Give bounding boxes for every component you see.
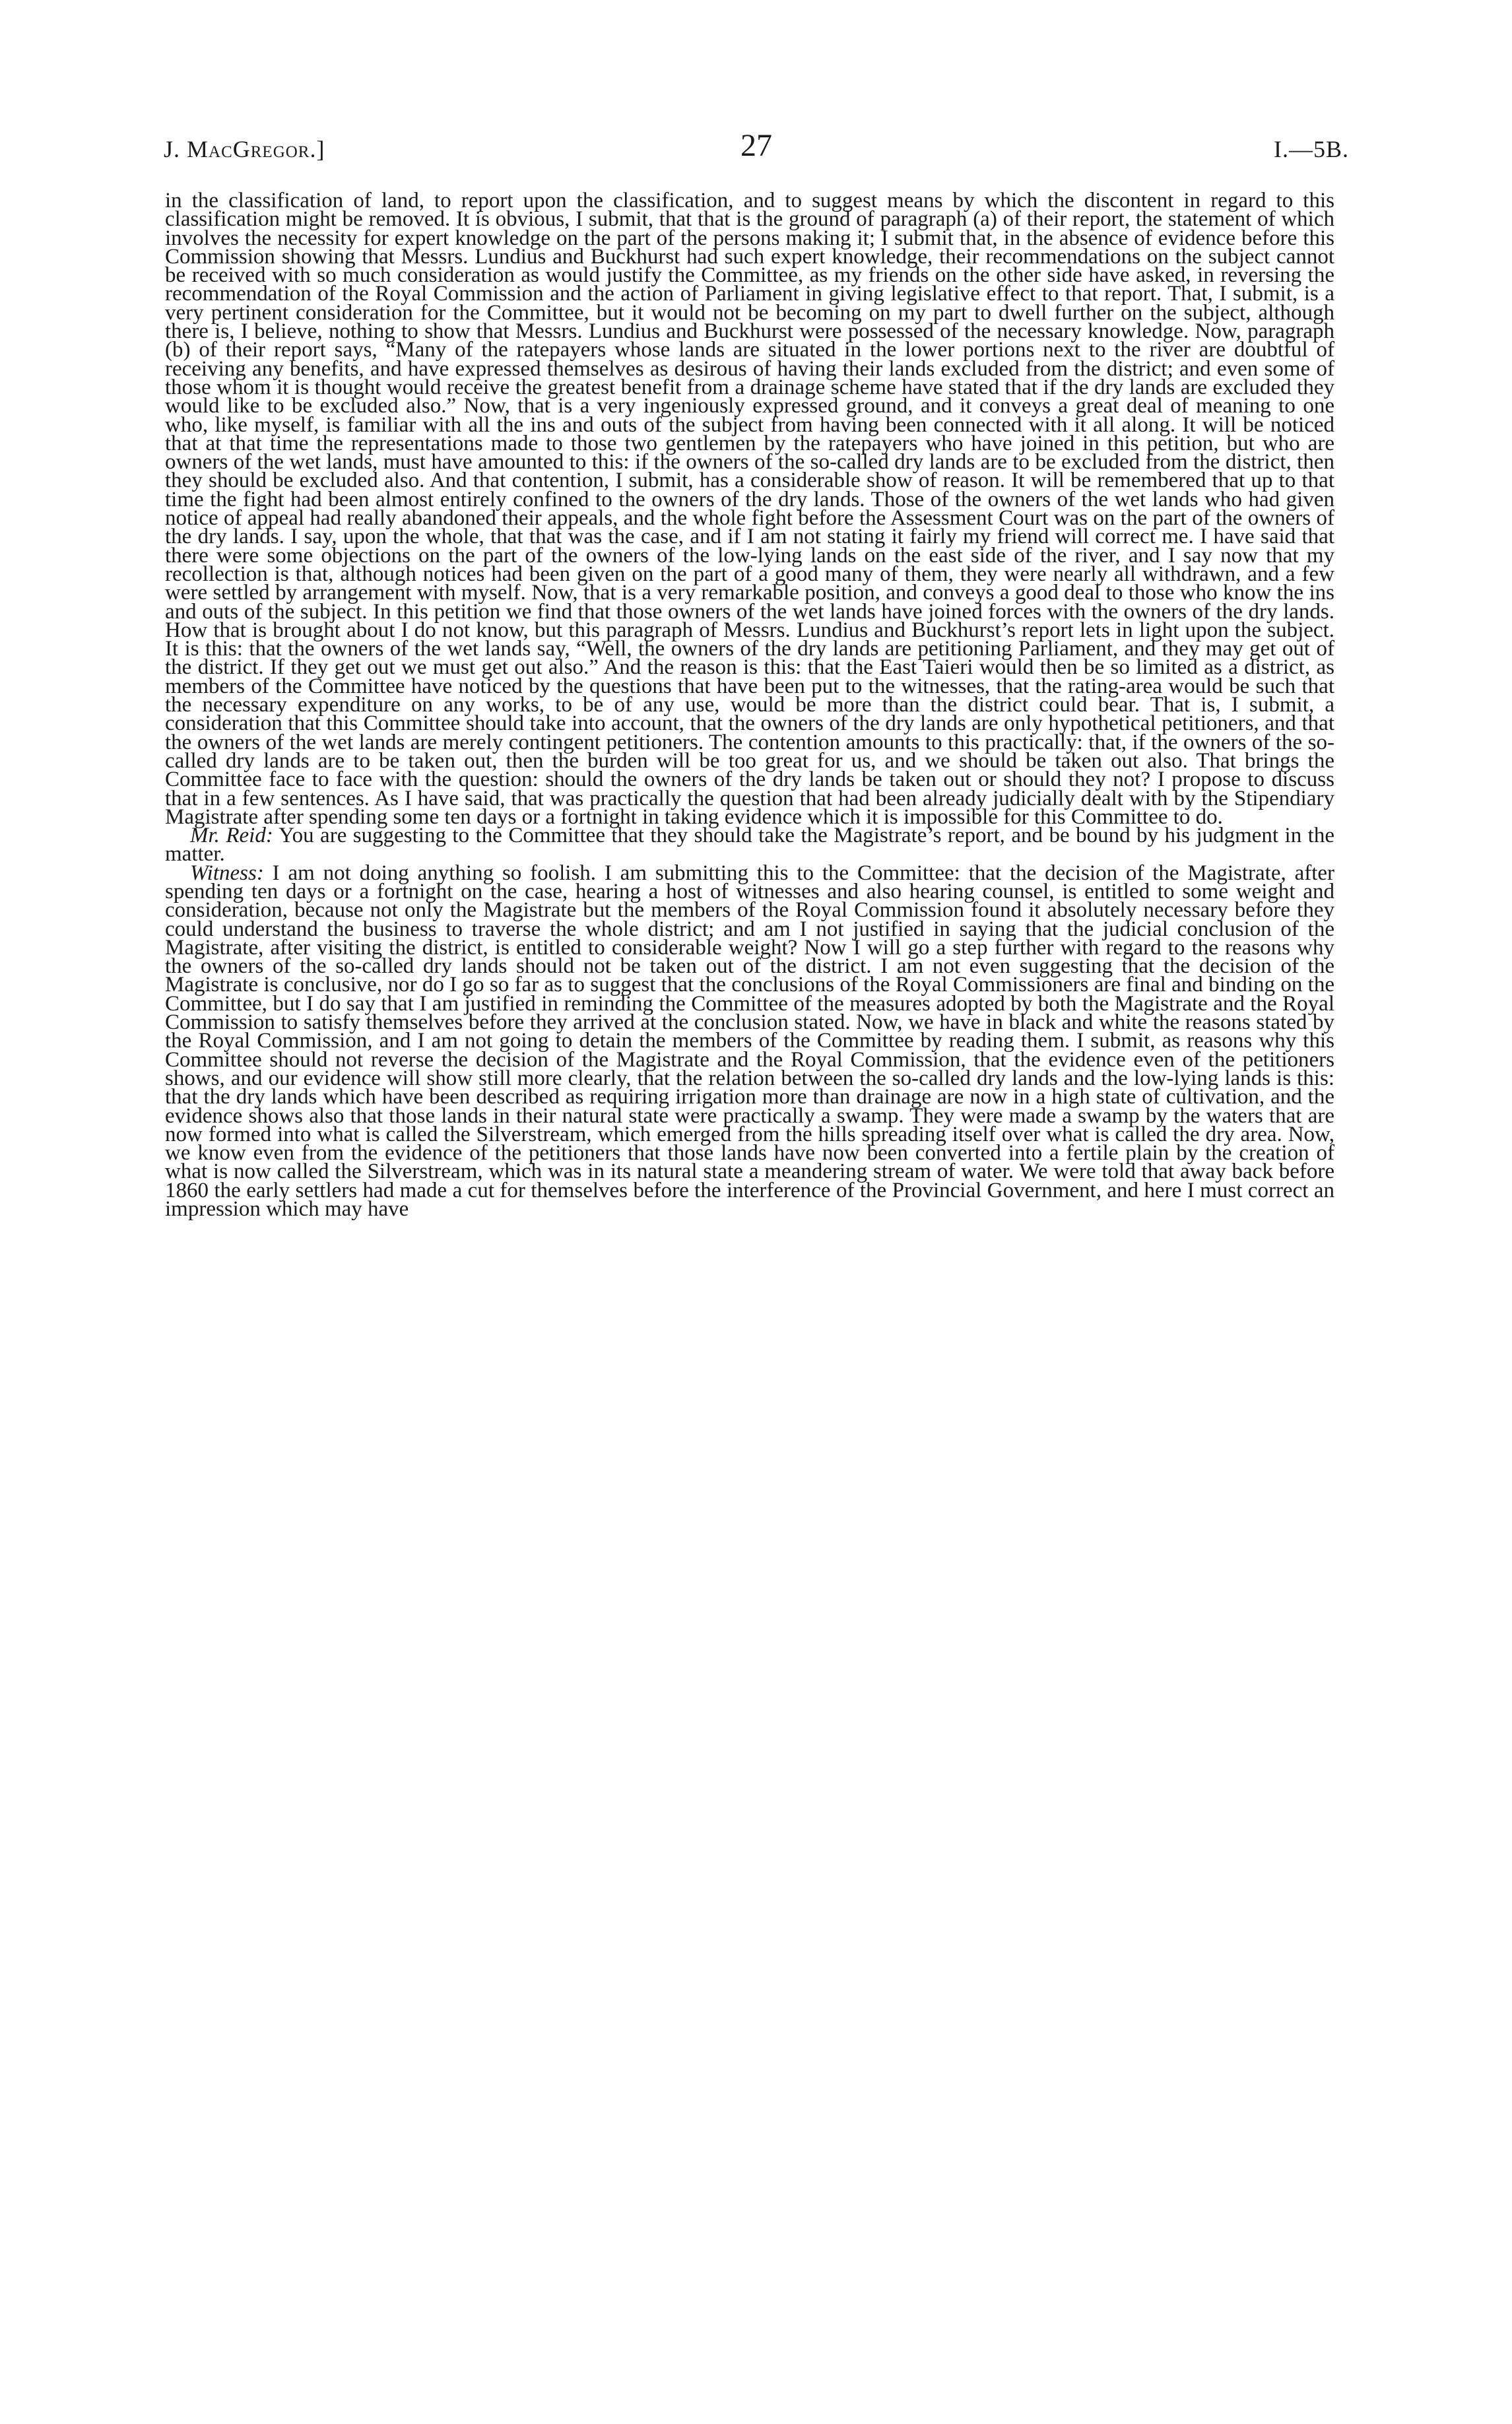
body-text xyxy=(165,189,1335,1222)
paragraph-text: in the classification of land, to report upon the classification, and to suggest means by which the discontent in regard to this classification might be removed. It is obvious, I submit, that that is the ground of paragraph (a) of their report, the statement of which involves the necessity for expert knowledge on the part of the persons making it; I submit that, in the absence of evidence before this Commission showing that Messrs. Lundius and Buckhurst had such expert knowledge, their recommendations on the subject cannot be received with so much consideration as would justify the Committee, as my friends on the other side have asked, in reversing the recommendation of the Royal Commission and the action of Parliament in giving legislative effect to that report. That, I submit, is a very pertinent consideration for the Committee, but it would not be becoming on my part to dwell further on the subject, although there is, I believe, nothing to show that Messrs. Lundius and Buckhurst were possessed of the necessary knowledge. Now, paragraph (b) of their report says, “Many of the ratepayers whose lands are situated in the lower portions next to the river are doubtful of receiving any benefits, and have expressed themselves as desirous of having their lands excluded from the district; and even some of those whom it is thought would receive the greatest benefit from a drainage scheme have stated that if the dry lands are excluded they would like to be excluded also.” Now, that is a very ingeniously expressed ground, and it conveys a great deal of meaning to one who, like myself, is familiar with all the ins and outs of the subject from having been connected with it all along. It will be noticed that at that time the representations made to those two gentlemen by the ratepayers who have joined in this petition, but who are owners of the wet lands, must have amounted to this: if the owners of the so-called dry lands are to be excluded from the district, then they should be excluded also. And that contention, I submit, has a considerable show of reason. It will be remembered that up to that time the fight had been almost entirely confined to the owners of the dry lands. Those of the owners of the wet lands who had given notice of appeal had really abandoned their appeals, and the whole fight before the Assessment Court was on the part of the owners of the dry lands. I say, upon the whole, that that was the case, and if I am not stating it fairly my friend will correct me. I have said that there were some objections on the part of the owners of the low-lying lands on the east side of the river, and I say now that my recollection is that, although notices had been given on the part of a good many of them, they were nearly all withdrawn, and a few were settled by arrangement with myself. Now, that is a very remarkable position, and conveys a good deal to those who know the ins and outs of the subject. In this petition we find that those owners of the wet lands have joined forces with the owners of the dry lands. How that is brought about I do not know, but this paragraph of Messrs. Lundius and Buckhurst’s report lets in light upon the subject. It is this: that the owners of the wet lands say, “Well, the owners of the dry lands are petitioning Parliament, and they may get out of the district. If they get out we must get out also.” And the reason is this: that the East Taieri would then be so limited as a district, as members of the Committee have noticed by the questions that have been put to the witnesses, that the rating-area would be such that the necessary expenditure on any works, to be of any use, would be more than the district could bear. That is, I submit, a consideration that this Committee should take into account, that the owners of the dry lands are only hypothetical petitioners, and that the owners of the wet lands are merely contingent petitioners. The contention amounts to this practically: that, if the owners of the so-called dry lands are to be taken out, then the burden will be too great for us, and we should be taken out also. That brings the Committee face to face with the question: should the owners of the dry lands be taken out or should they not? I propose to discuss that in a few sentences. As I have said, that was practically the question that had been already judicially dealt with by the Stipendiary Magistrate after spending some ten days or a fortnight in taking evidence which it is impossible for this Committee to do. xyxy=(165,189,1334,829)
paragraph-witness-answer xyxy=(165,861,1335,1222)
header-paper-reference: I.—5B. xyxy=(1274,136,1349,162)
paragraph-continued-testimony xyxy=(165,189,1334,829)
speaker-label: Witness: xyxy=(190,861,264,885)
running-head xyxy=(164,128,1349,175)
paragraph-text: You are suggesting to the Committee that they should take the Magistrate’s report, and be bound by his judgment in the matter. xyxy=(165,824,1334,867)
page-number: 27 xyxy=(740,128,772,163)
paragraph-mr-reid-question xyxy=(165,824,1334,867)
paragraph-text: I am not doing anything so foolish. I am submitting this to the Committee: that the decision of the Magistrate, after spending ten days or a fortnight on the case, hearing a host of witnesses and also hearing counsel, is entitled to some weight and consideration, because not only the Magistrate but the members of the Royal Commission found it absolutely necessary before they could understand the business to traverse the whole district; and am I not justified in saying that the judicial conclusion of the Magistrate, after visiting the district, is entitled to considerable weight? Now I will go a step further with regard to the reasons why the owners of the so-called dry lands should not be taken out of the district. I am not even suggesting that the decision of the Magistrate is conclusive, nor do I go so far as to suggest that the conclusions of the Royal Commissioners are final and binding on the Committee, but I do say that I am justified in reminding the Committee of the measures adopted by both the Magistrate and the Royal Commission to satisfy themselves before they arrived at the conclusion stated. Now, we have in black and white the reasons stated by the Royal Commission, and I am not going to detain the members of the Committee by reading them. I submit, as reasons why this Committee should not reverse the decision of the Magistrate and the Royal Commission, that the evidence even of the petitioners shows, and our evidence will show still more clearly, that the relation between the so-called dry lands and the low-lying lands is this: that the dry lands which have been described as requiring irrigation more than drainage are now in a high state of cultivation, and the evidence shows also that those lands in their natural state were practically a swamp. They were made a swamp by the waters that are now formed into what is called the Silverstream, which emerged from the hills spreading itself over what is called the dry area. Now, we know even from the evidence of the petitioners that those lands have now been converted into a fertile plain by the creation of what is now called the Silverstream, which was in its natural state a meandering stream of water. We were told that away back before 1860 the early settlers had made a cut for themselves before the interference of the Provincial Government, and here I must correct an impression which may have xyxy=(165,861,1335,1222)
speaker-label: Mr. Reid: xyxy=(190,824,273,848)
header-witness-name: J. MacGregor.] xyxy=(164,136,325,162)
